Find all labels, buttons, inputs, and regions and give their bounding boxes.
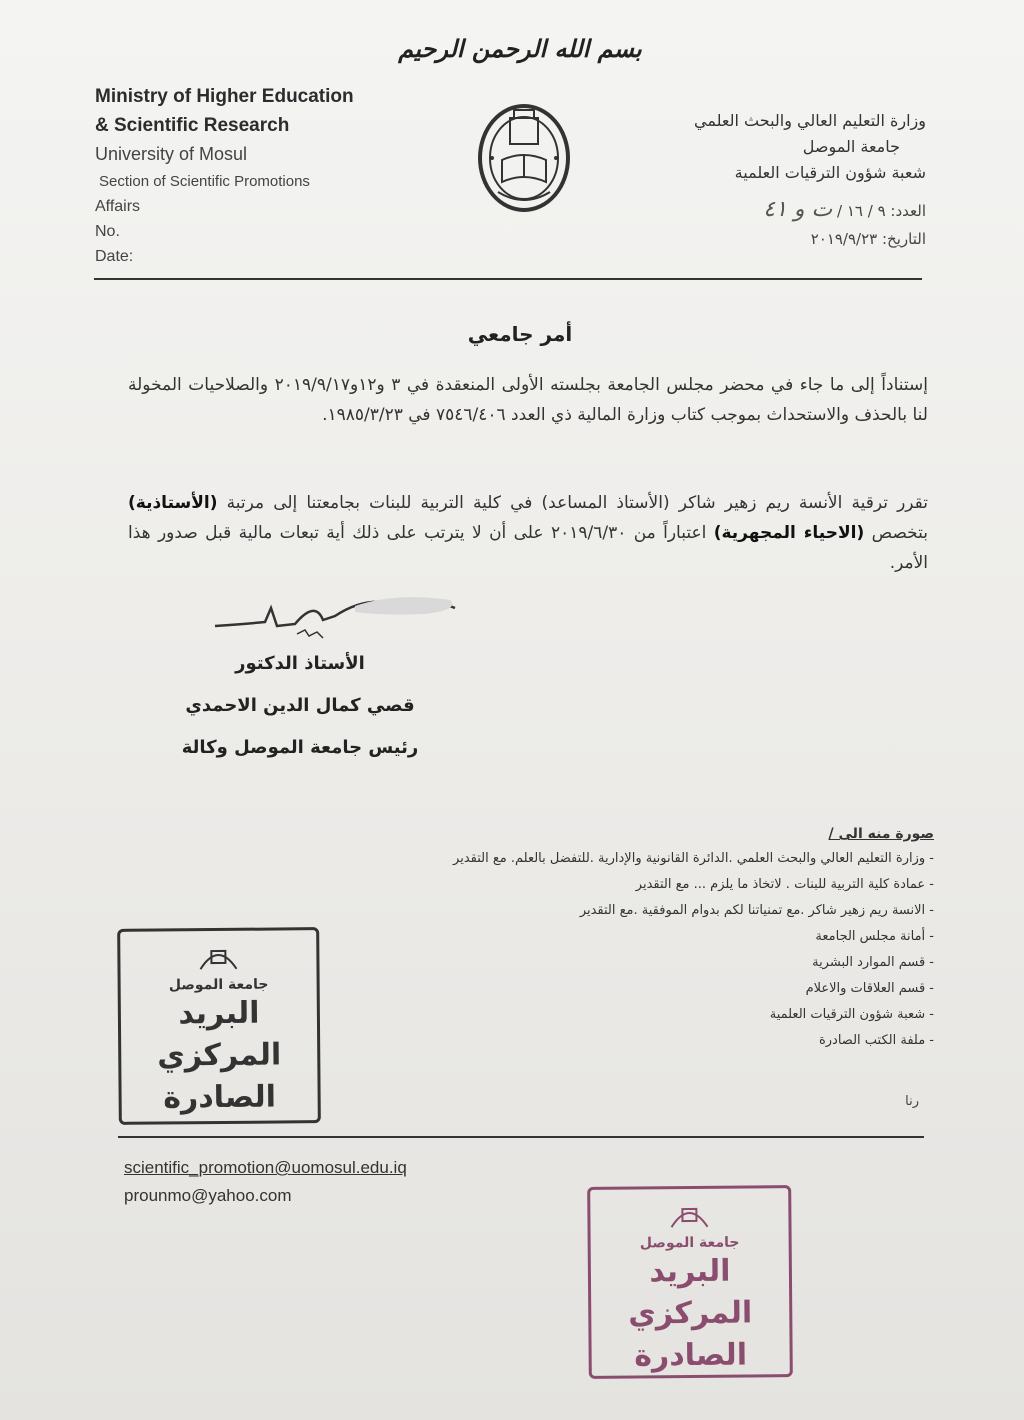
stamp-line-2: الصادرة [163,1079,277,1116]
ministry-name-en: Ministry of Higher Education [95,86,354,107]
number-label-en: No. [95,223,120,240]
section-name-en: Section of Scientific Promotions [99,173,310,190]
copy-to-heading: صورة منه الى / [828,826,934,842]
date-value: ٢٠١٩/٩/٢٣ [810,230,878,248]
stamp-emblem-icon [667,1197,711,1231]
english-header [95,82,425,269]
signatory-position: رئيس جامعة الموصل وكالة [181,737,419,758]
stamp-line-1: البريد المركزي [157,995,282,1074]
ministry-name-ar: وزارة التعليم العالي والبحث العلمي [694,111,926,130]
document-title: أمر جامعي [467,322,573,346]
stamp-university: جامعة الموصل [168,976,269,994]
university-name-ar: جامعة الموصل [802,137,900,156]
stamp-emblem-icon [196,939,240,973]
typist-initials: رنا [905,1094,919,1109]
specialty-name: (الاحياء المجهرية) [713,523,865,543]
email-yahoo[interactable]: prounmo@yahoo.com [124,1186,292,1205]
signature-block [150,643,450,769]
reference-date [596,225,926,253]
paragraph-reference: إستناداً إلى ما جاء في محضر مجلس الجامعة بجلسته الأولى المنعقدة في ٣ و١٢و٢٠١٩/٩/١٧ والصلاحيات المخولة لنا بالحذف والاستحداث بموجب كتاب وزارة المالية ذي العدد ٧٥٤٦/٤٠٦ في ١٩٨٥/٣/٢٣. [128,375,928,425]
copy-to-list [274,826,934,1054]
list-item: - قسم الموارد البشرية [274,950,934,976]
basmala: بسم الله الرحمن الرحيم [398,34,642,63]
decision-text-3: اعتباراً من ٢٠١٩/٦/٣٠ على أن لا يترتب على ذلك أية تبعات مالية قبل صدور هذا الأمر. [128,523,928,573]
list-item: - قسم العلاقات والاعلام [274,976,934,1002]
university-name-en: University of Mosul [95,144,248,164]
stamp-university: جامعة الموصل [639,1234,740,1252]
paragraph-decision [128,488,928,578]
decision-text-2: بتخصص [864,523,929,543]
list-item: - الانسة ريم زهير شاكر .مع تمنياتنا لكم بدوام الموفقية .مع التقدير [274,898,934,924]
number-handwritten: ت و ٤١ [763,197,833,222]
list-item: - وزارة التعليم العالي والبحث العلمي .الدائرة القانونية والإدارية .للتفضل بالعلم. مع التقدير [274,846,934,872]
number-label-ar: العدد: ٩ / ١٦ / [837,202,926,220]
stamp-line-1: البريد المركزي [628,1253,753,1332]
section-name-en-2: Affairs [95,198,141,215]
list-item: - عمادة كلية التربية للبنات . لاتخاذ ما يلزم ... مع التقدير [274,872,934,898]
list-item: - شعبة شؤون الترقيات العلمية [274,1002,934,1028]
signatory-name: قصي كمال الدين الاحمدي [185,695,415,716]
stamp-line-2: الصادرة [634,1337,748,1374]
section-name-ar: شعبة شؤون الترقيات العلمية [734,163,926,182]
signatory-title: الأستاذ الدكتور [235,653,365,674]
list-item: - أمانة مجلس الجامعة [274,924,934,950]
arabic-header [596,108,926,186]
header-divider [94,278,922,280]
contact-emails [124,1154,407,1210]
reference-number [596,196,926,225]
handwritten-signature [205,586,465,642]
outgoing-mail-stamp-purple [587,1185,793,1379]
university-emblem-icon [468,98,580,216]
outgoing-mail-stamp [117,927,321,1125]
ministry-name-en-2: & Scientific Research [95,115,290,136]
email-scientific-promotion[interactable]: scientific_promotion@uomosul.edu.iq [124,1158,407,1177]
list-item: - ملفة الكتب الصادرة [274,1028,934,1054]
date-label-en: Date: [95,248,134,265]
decision-text-1: تقرر ترقية الأنسة ريم زهير شاكر (الأستاذ المساعد) في كلية التربية للبنات بجامعتنا إلى مرتبة [217,493,928,513]
footer-divider [118,1136,924,1138]
rank-name: (الأستاذية) [128,493,218,513]
reference-block [596,196,926,253]
date-label-ar: التاريخ: [882,230,926,248]
